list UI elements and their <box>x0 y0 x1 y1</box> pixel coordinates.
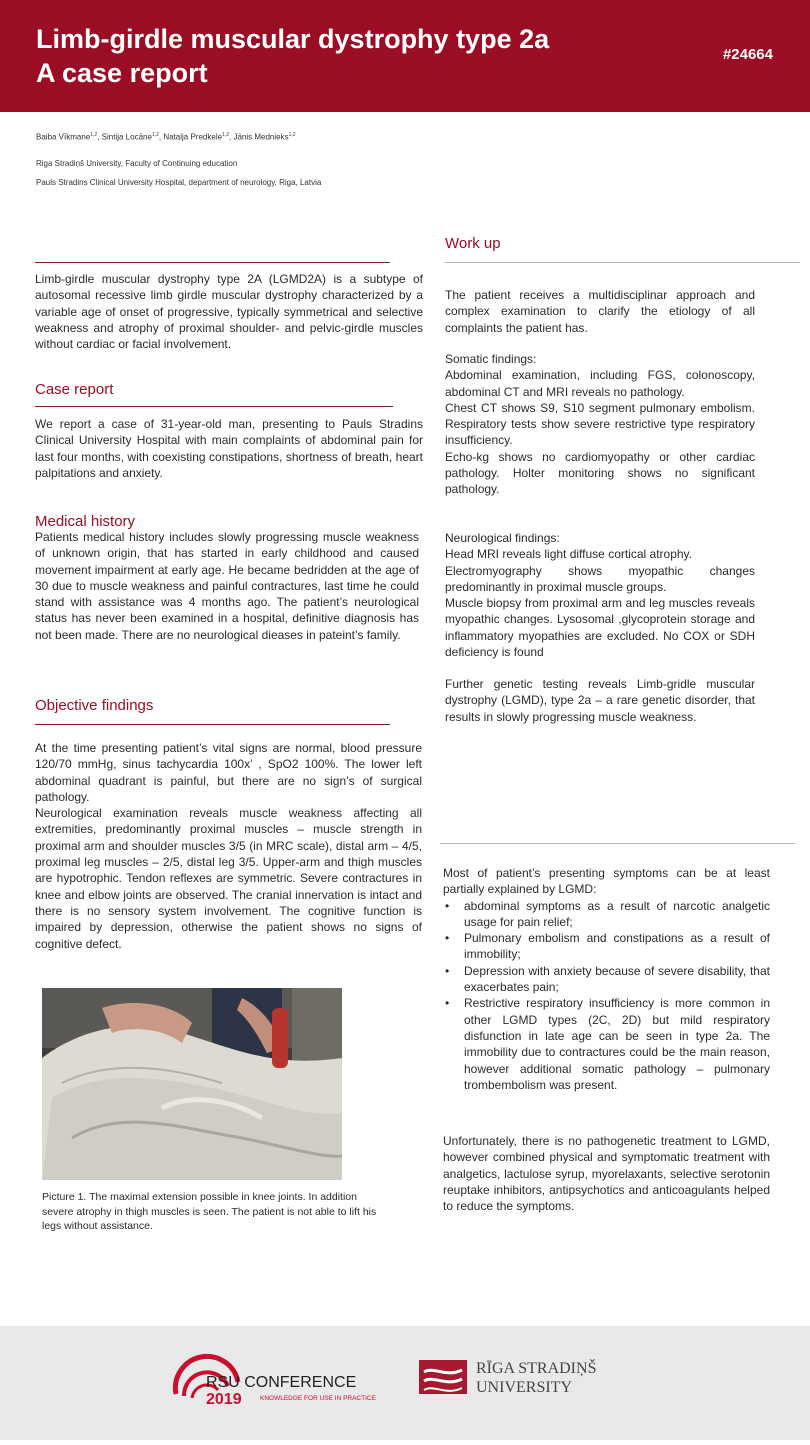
conference-name: RSU CONFERENCE <box>206 1374 357 1391</box>
section-rule <box>35 262 390 263</box>
patient-photo <box>42 988 342 1180</box>
title-line-1: Limb-girdle muscular dystrophy type 2a <box>36 24 550 54</box>
author-affiliation: 1,2 <box>90 132 98 138</box>
author-list: Baiba Vīkmane$^{1,2}$, Sintija Locāne$^{1,2}$, Natalja Predkele$^{1,2}$, Jānis Mednieks$^{1,2}$ <box>36 132 296 142</box>
medical-history-text: Patients medical history includes slowly progressing muscle weakness of unknown origin, that has started in early childhood and caused movement impairment at early age. He became bedridden at the age of 30 due to muscle weakness and painful contractures, last time he could stand with assistance was 4 months ago. The patient’s neurological status has never been examined in a hospital, definitive diagnosis has not been made. There are no neurological dieases in pateint’s family. <box>35 530 419 642</box>
title-line-2: A case report <box>36 58 208 88</box>
author-affiliation: 1,2 <box>222 132 229 138</box>
conference-tagline: KNOWLEDGE FOR USE IN PRACTICE <box>260 1395 376 1402</box>
list-item: • Pulmonary embolism and constipations as a result of immobility; <box>443 930 770 963</box>
treatment-text: Unfortunately, there is no pathogenetic treatment to LGMD, however combined physical and symptomatic treatment with analgetics, lactulose syrup, myorelaxants, selective serotonin reuptake inhibitors, antipsychotics and anticoagulants helped to reduce the symptoms. <box>443 1134 770 1214</box>
emg-findings: Electromyography shows myopathic changes predominantly in proximal muscle groups. <box>445 563 755 594</box>
conference-year: 2019 <box>206 1391 242 1408</box>
intro-text: Limb-girdle muscular dystrophy type 2A (LGMD2A) is a subtype of autosomal recessive limb girdle muscular dystrophy characterized by a variable age of onset of progressive, typically symmetrical and selective weakness and atrophy of proximal shoulder- and pelvic-girdle muscles without cardiac or facial involvement. <box>35 272 423 352</box>
author-name: Natalja Predkele <box>163 132 223 142</box>
case-report-heading: Case report <box>35 381 114 398</box>
list-item: • Restrictive respiratory insufficiency is more common in other LGMD types (2C, 2D) but mild respiratory disfunction in late age can be seen in type 2a. The immobility due to contractures could be the main reason, however additional somatic pathology – pulmonary trombembolism was present. <box>443 995 770 1093</box>
biopsy-findings: Muscle biopsy from proximal arm and leg muscles reveals myopathic changes. Lysosomal ,glycoprotein storage and inflammatory myopathies are excluded. No COX or SDH deficiency is found <box>445 596 755 660</box>
figure-caption: Picture 1. The maximal extension possible in knee joints. In addition severe atrophy in thigh muscles is seen. The patient is not able to lift his legs without assistance. <box>42 1191 377 1232</box>
author-name: Jānis Mednieks <box>233 132 289 142</box>
section-rule <box>440 843 795 844</box>
list-item: • abdominal symptoms as a result of narcotic analgetic usage for pain relief; <box>443 898 770 931</box>
work-up-heading: Work up <box>445 235 501 252</box>
university-name-line-2: UNIVERSITY <box>476 1379 572 1396</box>
footer <box>0 1326 810 1440</box>
footer-logos <box>0 1326 810 1440</box>
author-name: Sintija Locāne <box>101 132 152 142</box>
poster-id: #24664 <box>722 46 773 63</box>
neuro-exam-paragraph: Neurological examination reveals muscle weakness affecting all extremities, predominantly proximal muscles – muscle strength in proximal arm and shoulder muscles 3/5 (in MRC scale), distal arm – 4/5, proximal leg muscles – 2/5, distal leg 3/5. Upper-arm and thigh muscles are hypotrophic. Tendon reflexes are symmetric. Severe contractures in knee and elbow joints are observed. The cranial innervation is intact and there is no sensory system involvement. The cognitive function is impaired by depression, otherwise the patient shows no signs of cognitive defect. <box>35 806 422 951</box>
genetic-findings: Further genetic testing reveals Limb-gridle muscular dystrophy (LGMD), type 2a – a rare genetic disorder, that results in slowly progressing muscle weakness. <box>445 677 755 724</box>
neurological-findings <box>445 530 755 660</box>
vital-signs-paragraph: At the time presenting patient’s vital signs are normal, blood pressure 120/70 mmHg, sinus tachycardia 100x’ , SpO2 100%. The lower left abdominal quadrant is painful, but there are no sign’s of surgical pathology. <box>35 741 422 804</box>
section-rule <box>445 262 800 263</box>
list-item: • Depression with anxiety because of severe disability, that exacerbates pain; <box>443 963 770 996</box>
affiliation-2: Pauls Stradins Clinical University Hospital, department of neurology, Riga, Latvia <box>36 178 322 187</box>
symptom-list <box>443 898 770 1094</box>
conclusions-intro: Most of patient’s presenting symptoms can be at least partially explained by LGMD: <box>443 866 770 897</box>
case-report-text: We report a case of 31-year-old man, presenting to Pauls Stradins Clinical University Hospital with main complaints of abdominal pain for last four months, with coexisting constipations, shortness of breath, heart palpitations and anxiety. <box>35 417 423 480</box>
title-banner <box>0 0 810 112</box>
author-name: Baiba Vīkmane <box>36 132 91 142</box>
section-rule <box>35 724 390 725</box>
objective-findings-heading: Objective findings <box>35 697 154 714</box>
rsu-conference-logo <box>175 1356 376 1408</box>
somatic-findings <box>445 351 755 498</box>
cardiac-findings: Echo-kg shows no cardiomyopathy or other cardiac pathology. Holter monitoring shows no significant pathology. <box>445 449 755 497</box>
affiliation-1: Riga Stradiņš University, Faculty of Continuing education <box>36 159 238 168</box>
conclusions <box>443 865 770 1093</box>
section-rule <box>35 406 393 407</box>
neuro-findings-label: Neurological findings: <box>445 531 560 545</box>
chest-findings: Chest CT shows S9, S10 segment pulmonary embolism. Respiratory tests show severe restrictive type respiratory insufficiency. <box>445 400 755 448</box>
university-name-line-1: RĪGA STRADIŅŠ <box>476 1360 597 1377</box>
medical-history-heading: Medical history <box>35 513 136 530</box>
mri-findings: Head MRI reveals light diffuse cortical atrophy. <box>445 547 693 562</box>
abdominal-findings: Abdominal examination, including FGS, colonoscopy, abdominal CT and MRI reveals no pathology. <box>445 368 755 399</box>
patient-photo-illustration <box>42 988 342 1180</box>
somatic-findings-label: Somatic findings: <box>445 352 537 366</box>
author-affiliation: 1,2 <box>151 132 159 138</box>
poster-title <box>36 22 549 90</box>
work-up-intro: The patient receives a multidisciplinar approach and complex examination to clarify the etiology of all complaints the patient has. <box>445 288 755 335</box>
objective-findings-text <box>35 740 422 952</box>
rsu-university-logo <box>419 1358 596 1396</box>
author-affiliation: 1,2 <box>288 132 296 138</box>
